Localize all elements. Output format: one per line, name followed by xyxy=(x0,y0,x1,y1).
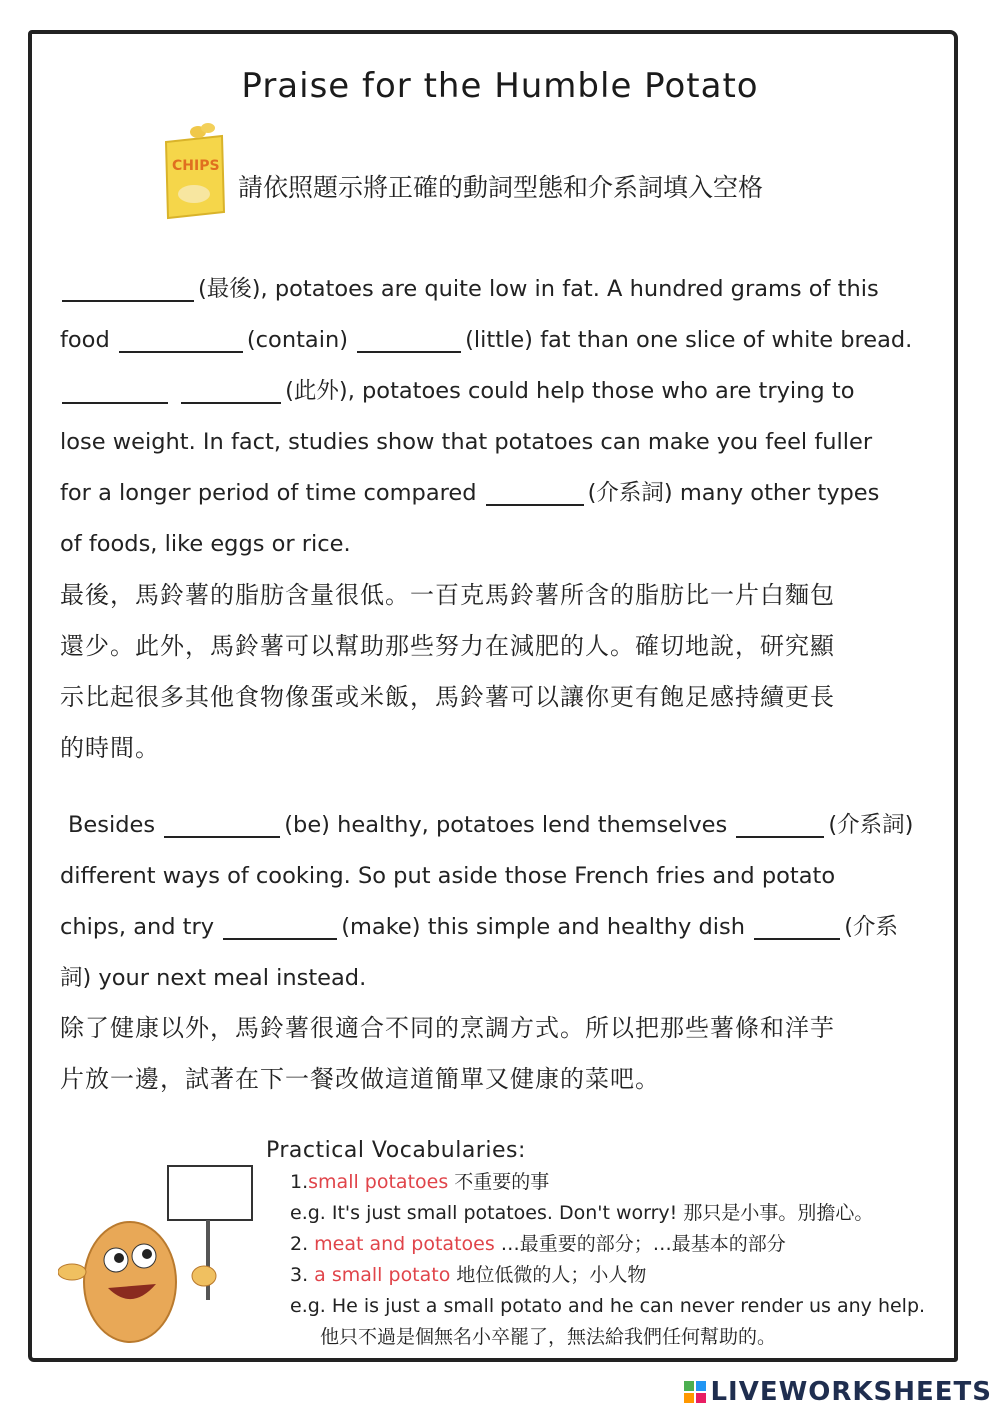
blank-9[interactable] xyxy=(223,908,337,940)
blank-2[interactable] xyxy=(119,321,243,353)
worksheet-title: Praise for the Humble Potato xyxy=(241,66,759,106)
chips-bag-icon xyxy=(158,122,230,222)
translation-1: 最後，馬鈴薯的脂肪含量很低。一百克馬鈴薯所含的脂肪比一片白麵包 還少。此外，馬鈴薯可以幫助那些努力在減肥的人。確切地說，研究顯 示比起很多其他食物像蛋或米飯，馬鈴薯可以讓你更有飽足感持續更長 的時間。 xyxy=(60,581,835,762)
vocab-item-3: 3. a small potato 地位低微的人；小人物 xyxy=(290,1264,647,1286)
vocab-example-3-zh: 他只不過是個無名小卒罷了，無法給我們任何幫助的。 xyxy=(320,1326,777,1348)
blank-3[interactable] xyxy=(357,321,461,353)
vocabulary-section xyxy=(266,1138,966,1353)
blank-1[interactable] xyxy=(62,270,194,302)
liveworksheets-logo-icon xyxy=(684,1381,706,1403)
p2-line-1: Besides (be) healthy, potatoes lend themselves (介系詞) xyxy=(60,800,950,851)
vocab-title: Practical Vocabularies: xyxy=(266,1138,526,1163)
blank-7[interactable] xyxy=(164,806,280,838)
potato-mascot-icon xyxy=(58,1160,258,1350)
instruction-text: 請依照題示將正確的動詞型態和介系詞填入空格 xyxy=(238,173,764,202)
p1-line-2: food (contain) (little) fat than one slice of white bread. xyxy=(60,315,950,366)
p1-line-5: for a longer period of time compared (介系詞) many other types xyxy=(60,468,950,519)
p1-line-1: (最後), potatoes are quite low in fat. A hundred grams of this xyxy=(60,264,950,315)
p2-line-2: different ways of cooking. So put aside those French fries and potato xyxy=(60,863,836,889)
vocab-example-3: e.g. He is just a small potato and he can never render us any help. xyxy=(290,1295,926,1317)
p1-line-3: (此外), potatoes could help those who are trying to xyxy=(60,366,950,417)
p2-line-4: 詞) your next meal instead. xyxy=(60,965,367,991)
blank-10[interactable] xyxy=(754,908,840,940)
chips-label: CHIPS xyxy=(172,158,220,174)
vocab-item-2: 2. meat and potatoes …最重要的部分；…最基本的部分 xyxy=(290,1233,786,1255)
paragraph-2 xyxy=(60,800,950,1004)
paragraph-1 xyxy=(60,264,950,570)
liveworksheets-brand[interactable]: LIVEWORKSHEETS xyxy=(684,1377,992,1407)
blank-6[interactable] xyxy=(486,474,584,506)
vocab-item-1: 1.small potatoes 不重要的事 xyxy=(290,1171,550,1193)
blank-8[interactable] xyxy=(736,806,824,838)
p1-line-6: of foods, like eggs or rice. xyxy=(60,531,351,557)
p1-line-4: lose weight. In fact, studies show that potatoes can make you feel fuller xyxy=(60,429,873,455)
p2-line-3: chips, and try (make) this simple and healthy dish (介系 xyxy=(60,902,950,953)
translation-2: 除了健康以外，馬鈴薯很適合不同的烹調方式。所以把那些薯條和洋芋 片放一邊，試著在下一餐改做這道簡單又健康的菜吧。 xyxy=(60,1014,835,1093)
blank-5[interactable] xyxy=(181,372,281,404)
blank-4[interactable] xyxy=(62,372,168,404)
vocab-example-1: e.g. It's just small potatoes. Don't worry! 那只是小事。別擔心。 xyxy=(290,1202,874,1224)
